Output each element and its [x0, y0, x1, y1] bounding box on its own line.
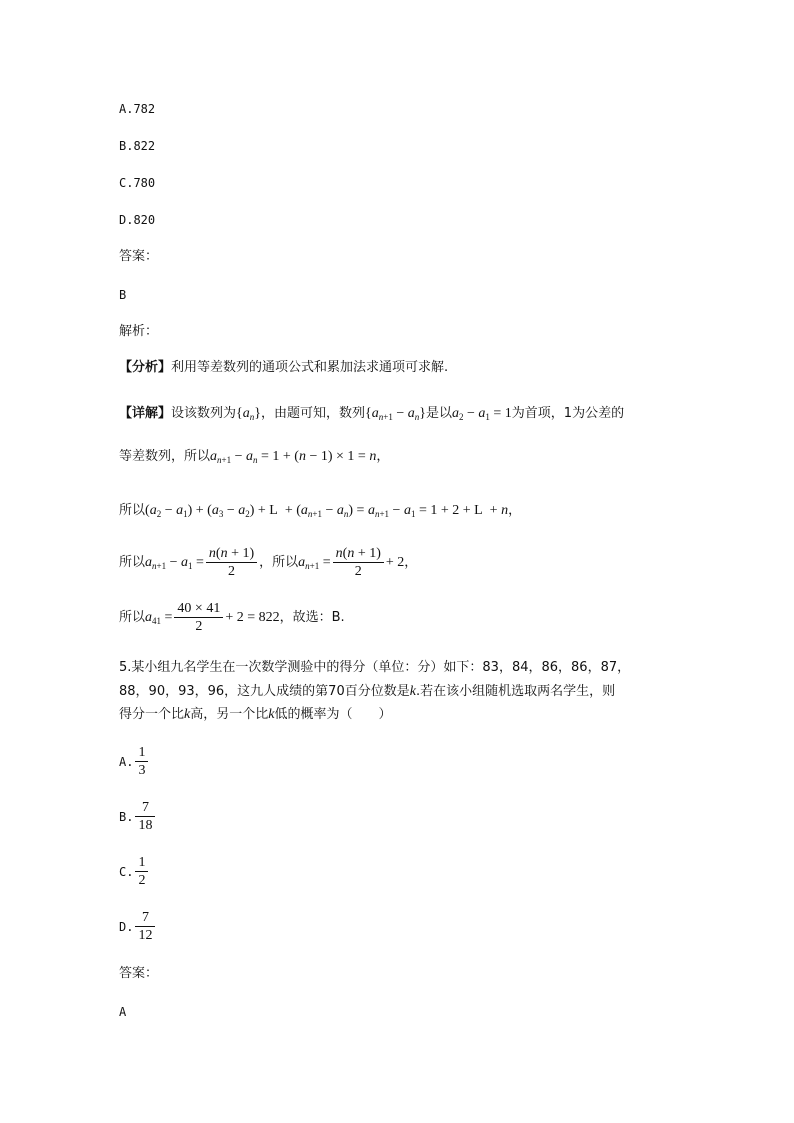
- fraction-n-n1-over-2-b: $\frac{n(n + 1)}{2}$: [333, 545, 384, 580]
- formula-an1-minus-a1: $a_{n+1} - a_1$ =: [145, 554, 204, 571]
- fraction-40x41-over-2: $\frac{40 \times 41}{2}$: [174, 600, 223, 635]
- detail-line-4: 所以 $a_{n+1} - a_1$ = $\frac{n(n + 1)}{2}$ ， 所以 $a_{n+1}$ = $\frac{n(n + 1)}{2}$ + 2 ，: [119, 546, 418, 579]
- fraction-7-18: $\frac{7}{18}$: [135, 799, 155, 834]
- analysis-line: [119, 359, 448, 377]
- formula-first-term: $a_2 - a_1 = 1$: [451, 406, 512, 422]
- answer-label: 答案：: [119, 249, 159, 264]
- q5-option-d: D. $\frac{7}{12}$: [119, 909, 157, 944]
- fraction-1-2: $\frac{1}{2}$: [135, 854, 148, 889]
- formula-diff-seq: $\{a_{n+1} - a_n\}$: [365, 406, 426, 422]
- option-a: A.782: [119, 102, 156, 116]
- analysis-label: 解析：: [119, 324, 159, 339]
- question-5-line-3: 得分一个比k高，另一个比k低的概率为（ ）: [119, 707, 392, 722]
- formula-general-term: $a_{n+1} - a_n = 1 + (n - 1) \times 1 = n$: [210, 449, 377, 465]
- option-b: B.822: [119, 139, 156, 153]
- fraction-1-3: $\frac{1}{3}$: [135, 744, 148, 779]
- detail-line-5: 所以 $a_{41}$ = $\frac{40 \times 41}{2}$ + 2 = 822 ，故选：B.: [119, 601, 345, 634]
- question-5-line-2: 88，90，93，96，这九人成绩的第70百分位数是k.若在该小组随机选取两名学生，则: [119, 684, 616, 699]
- detail-line-3: 所以$(a_2 - a_1) + (a_3 - a_2) + L + (a_{n+1} - a_n) = a_{n+1} - a_1 = 1 + 2 + L + n$，: [119, 503, 522, 519]
- formula-sum: $(a_2 - a_1) + (a_3 - a_2) + L + (a_{n+1} - a_n) = a_{n+1} - a_1 = 1 + 2 + L + n$: [145, 503, 509, 519]
- q5-option-a: A. $\frac{1}{3}$: [119, 744, 150, 779]
- fraction-n-n1-over-2: $\frac{n(n + 1)}{2}$: [206, 545, 257, 580]
- option-c: C.780: [119, 176, 156, 190]
- formula-an: $\{a_n\}$: [236, 406, 261, 422]
- detail-line-2: 等差数列，所以$a_{n+1} - a_n = 1 + (n - 1) \times 1 = n$，: [119, 449, 390, 465]
- q5-option-b: B. $\frac{7}{18}$: [119, 799, 157, 834]
- detail-line-1: 【详解】设该数列为$\{a_n\}$，由题可知，数列$\{a_{n+1} - a_n\}$是以$a_2 - a_1 = 1$为首项，1为公差的: [119, 406, 625, 422]
- formula-an1: $a_{n+1}$ =: [298, 554, 331, 571]
- q5-answer-value: A: [119, 1005, 127, 1019]
- formula-a41: $a_{41}$ =: [145, 609, 173, 626]
- q5-answer-label: 答案：: [119, 966, 159, 981]
- option-d: D.820: [119, 213, 156, 227]
- fraction-7-12: $\frac{7}{12}$: [135, 909, 155, 944]
- analysis-text: 利用等差数列的通项公式和累加法求通项可求解.: [171, 360, 449, 375]
- q5-option-c: C. $\frac{1}{2}$: [119, 854, 150, 889]
- answer-value: B: [119, 288, 127, 302]
- detail-tag: 【详解】: [119, 406, 172, 421]
- question-5-line-1: 5.某小组九名学生在一次数学测验中的得分（单位：分）如下：83，84，86，86，87，: [119, 660, 631, 675]
- analysis-tag: 【分析】: [119, 360, 172, 375]
